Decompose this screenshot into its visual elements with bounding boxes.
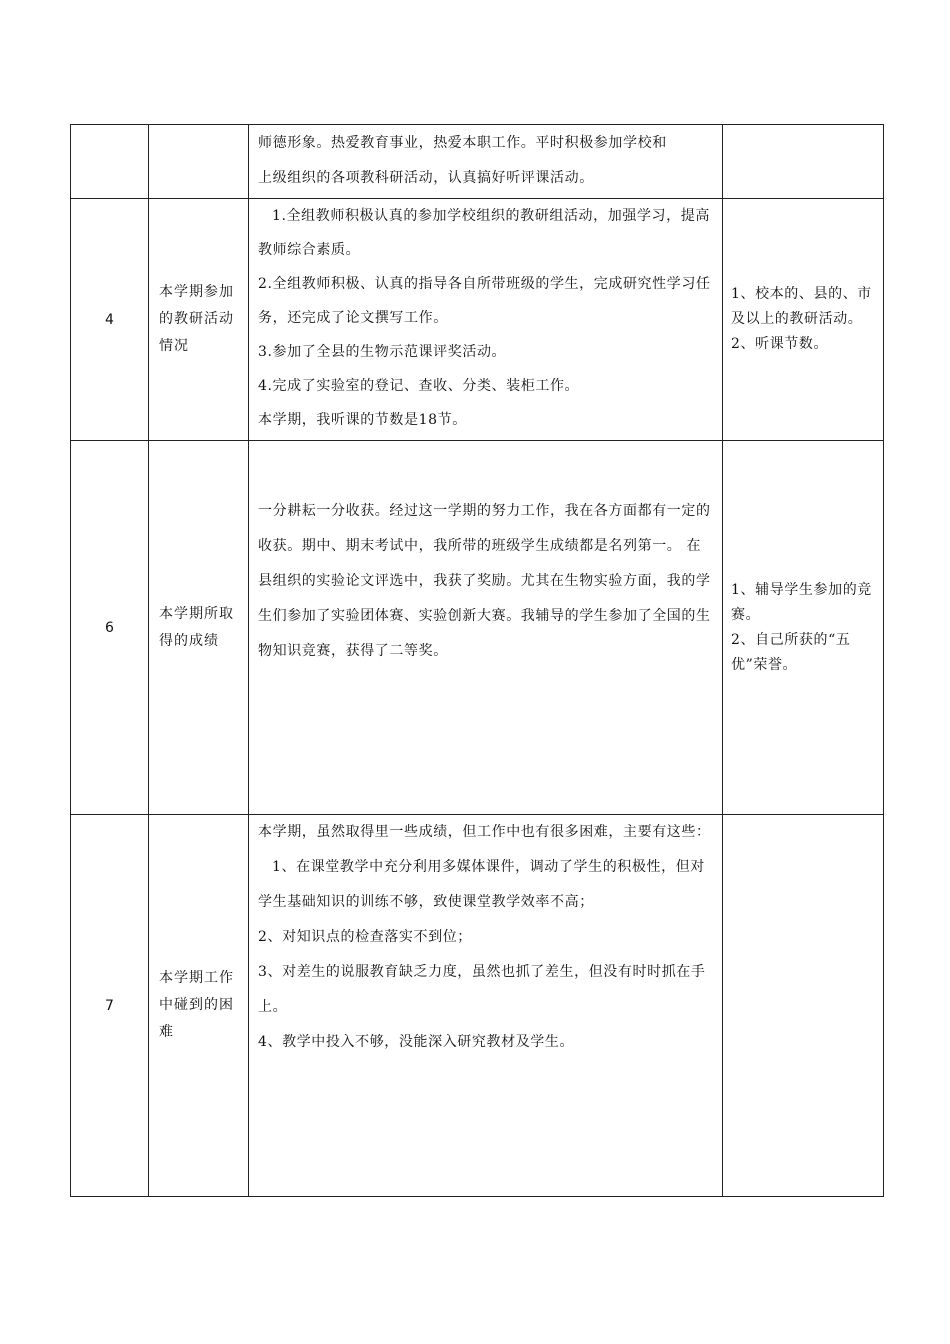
- row-item-cell: [149, 125, 249, 199]
- row-content-cell: [249, 815, 723, 1197]
- note-line: 1、辅导学生参加的竞赛。: [731, 581, 872, 623]
- row-note-cell: [723, 815, 884, 1197]
- row-item-cell: [149, 441, 249, 815]
- row-item-label: 本学期参加的教研活动情况: [159, 284, 234, 354]
- row-content-cell: [249, 125, 723, 199]
- content-paragraph: 3.参加了全县的生物示范课评奖活动。: [258, 344, 507, 360]
- row-number: 6: [105, 619, 114, 636]
- table-row-7: [71, 815, 884, 1197]
- row-note-cell: [723, 441, 884, 815]
- table-row-6: [71, 441, 884, 815]
- table-row-4: [71, 199, 884, 441]
- row-number-cell: [71, 441, 149, 815]
- content-paragraph: 本学期，我听课的节数是18节。: [258, 412, 467, 428]
- row-content-cell: [249, 441, 723, 815]
- row-number: 4: [105, 311, 114, 328]
- row-item-label: 本学期所取得的成绩: [159, 605, 234, 649]
- report-table: [70, 124, 884, 1197]
- content-paragraph: 2、对知识点的检查落实不到位；: [258, 929, 472, 945]
- content-paragraph: 4、教学中投入不够，没能深入研究教材及学生。: [258, 1034, 575, 1050]
- content-paragraph: 3、对差生的说服教育缺乏力度，虽然也抓了差生，但没有时时抓在手上。: [258, 964, 706, 1015]
- row-item-cell: [149, 199, 249, 441]
- content-line: 上级组织的各项教科研活动，认真搞好听评课活动。: [258, 170, 594, 186]
- row-number-cell: [71, 125, 149, 199]
- row-item-cell: [149, 815, 249, 1197]
- note-line: 2、听课节数。: [731, 336, 829, 352]
- content-paragraph: 1.全组教师积极认真的参加学校组织的教研组活动，加强学习，提高教师综合素质。: [258, 208, 710, 258]
- row-number-cell: [71, 199, 149, 441]
- content-paragraph: 一分耕耘一分收获。经过这一学期的努力工作，我在各方面都有一定的收获。期中、期末考试中，我所带的班级学生成绩都是名列第一。 在县组织的实验论文评选中，我获了奖励。尤其在生物实验方面，我的学生们参加了实验团体赛、实验创新大赛。我辅导的学生参加了全国的生物知识竞赛，获得了二等奖。: [258, 503, 711, 659]
- row-note-cell: [723, 125, 884, 199]
- content-paragraph: 4.完成了实验室的登记、查收、分类、装柜工作。: [258, 378, 580, 394]
- row-note-cell: [723, 199, 884, 441]
- note-line: 1、校本的、县的、市及以上的教研活动。: [731, 286, 872, 327]
- content-paragraph: 1、在课堂教学中充分利用多媒体课件，调动了学生的积极性，但对学生基础知识的训练不够，致使课堂教学效率不高；: [258, 859, 705, 910]
- row-number-cell: [71, 815, 149, 1197]
- content-paragraph: 本学期，虽然取得里一些成绩，但工作中也有很多困难，主要有这些：: [258, 824, 711, 840]
- row-item-label: 本学期工作中碰到的困难: [159, 970, 234, 1040]
- content-paragraph: 2.全组教师积极、认真的指导各自所带班级的学生，完成研究性学习任务，还完成了论文撰写工作。: [258, 276, 711, 326]
- row-number: 7: [105, 997, 114, 1014]
- note-line: 2、自己所获的“五优”荣誉。: [731, 631, 851, 673]
- content-line: 师德形象。热爱教育事业，热爱本职工作。平时积极参加学校和: [258, 135, 667, 151]
- row-content-cell: [249, 199, 723, 441]
- table-row-continuation: [71, 125, 884, 199]
